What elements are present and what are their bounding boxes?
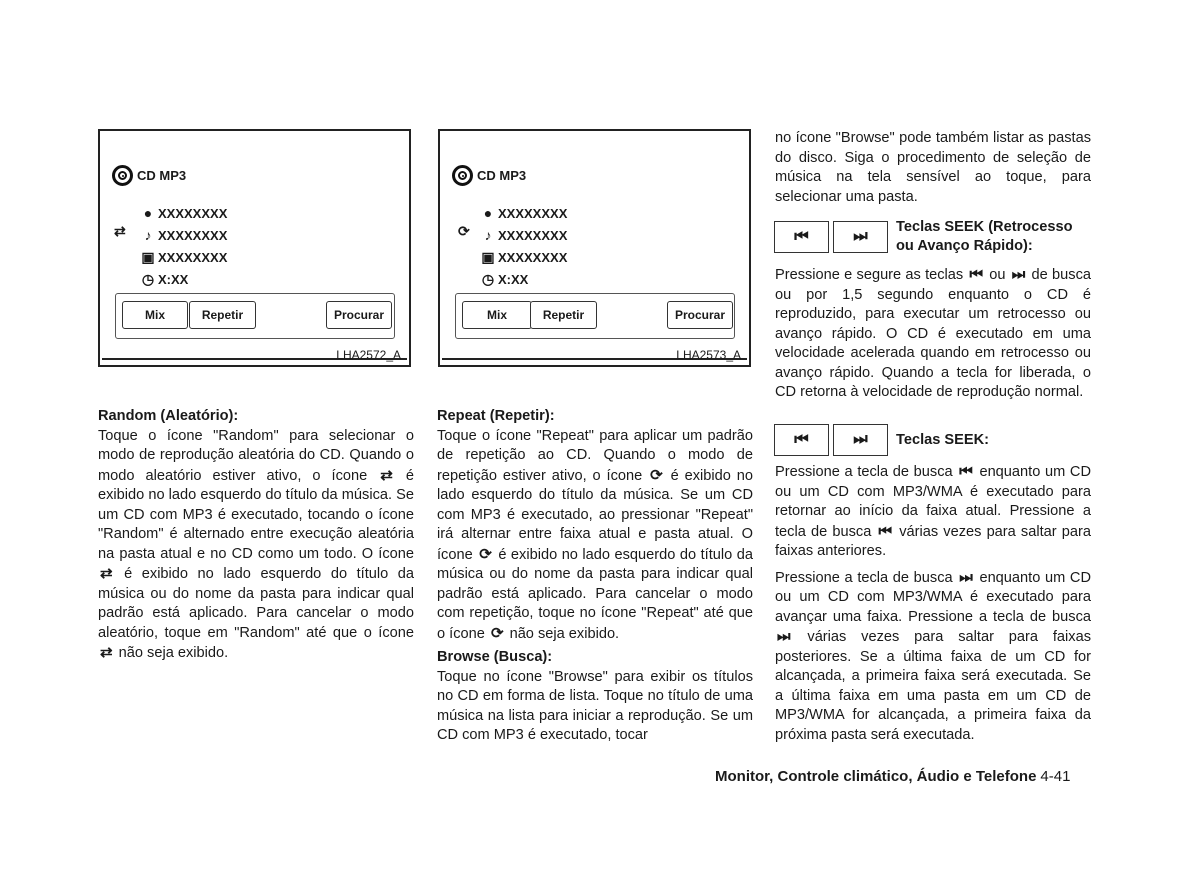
text-span: é exibido no lado esquerdo do título da música. Se um CD com MP3 é executado, tocando o ícone "Random" é alternado entre execução aleatória na pasta atual e no CD como um todo. O ícone [98,467,414,562]
song-text: XXXXXXXX [498,227,568,243]
text-span: enquanto um CD ou um CD com MP3/WMA é executado para retornar ao início da faixa atual. Pressione a tecla de busca [775,464,1091,540]
text-span: várias vezes para saltar para faixas posteriores. Se a última faixa de um CD for alcançada, a primeira faixa será executada. Se a última faixa em uma pasta em um CD de MP3/WMA for alcançada, a primeira faixa da próxima pasta será executada. [775,629,1091,743]
screen-header [112,165,186,186]
seek-fast-label: Teclas SEEK (Retrocesso ou Avanço Rápido): [896,219,1073,254]
song-row [140,227,227,243]
screen-display [102,133,407,360]
seek-fast-paragraph [775,265,1091,403]
person-icon: ● [483,205,493,221]
figure-random-screen [98,129,411,367]
seek-back-paragraph [775,462,1091,562]
text-span: Pressione a tecla de busca [775,569,953,586]
browse-continued [775,129,1091,207]
album-icon: ▣ [141,249,155,265]
clock-icon: ◷ [141,271,155,287]
shuffle-icon: ⇄ [100,565,113,582]
screen-header [452,165,526,186]
text-span: ou [989,267,1006,283]
browse-paragraph-cont: no ícone "Browse" pode também listar as pastas do disco. Siga o procedimento de seleção de música na tela sensível ao toque, para selecionar uma pasta. [775,130,1091,205]
seek-forward-icon: ⏭ [777,628,791,645]
seek-back-icon: ⏮ [959,463,973,480]
time-text: X:XX [498,272,529,287]
text-span: Toque o ícone "Random" para selecionar o modo de reprodução aleatória do CD. Quando o modo aleatório estiver ativo, o ícone [98,427,414,484]
seek-keys-fast [774,218,1092,256]
footer-title: Monitor, Controle climático, Áudio e Telefone [715,768,1037,785]
music-note-icon: ♪ [144,227,152,243]
section-heading: Browse (Busca): [437,649,553,665]
repeat-section [437,407,753,746]
figure-repeat-screen [438,129,751,367]
button-bar [455,293,735,339]
repeat-icon: ⟳ [490,624,504,642]
shuffle-icon: ⇄ [114,223,126,239]
figure-caption: LHA2573_A [676,348,741,362]
section-heading: Repeat (Repetir): [437,408,555,424]
page-number: 4-41 [1040,768,1071,785]
time-row [480,271,528,288]
time-row [140,271,188,288]
song-text: XXXXXXXX [158,227,228,243]
seek-forward-icon: ⏭ [1011,266,1026,283]
album-text: XXXXXXXX [498,250,568,265]
person-icon: ● [143,205,153,221]
seek-fast-section [775,265,1091,403]
screen-title: CD MP3 [137,168,187,183]
browse-button[interactable]: Procurar [326,301,392,329]
mix-button[interactable]: Mix [122,301,188,329]
text-span: é exibido no lado esquerdo do título da música. Se um CD com MP3 é executado, ao pressionar "Repeat" irá alternar entre faixa atual e pasta atual. O ícone [437,467,753,563]
seek-back-icon: ⏮ [774,221,829,253]
cd-disc-icon [452,165,473,186]
artist-text: XXXXXXXX [158,205,228,221]
repeat-icon: ⟳ [650,466,663,484]
text-span: várias vezes para saltar para faixas anteriores. [775,523,1091,559]
album-row [140,249,227,266]
text-span: Pressione a tecla de busca [775,464,953,480]
page-footer [715,768,1070,785]
seek-section [775,462,1091,745]
screen-title: CD MP3 [477,168,527,183]
cd-disc-icon [112,165,133,186]
seek-back-icon: ⏮ [878,522,893,540]
text-span: de busca ou por 1,5 segundo enquanto o CD é reproduzido, para executar um retrocesso ou avanço rápido. O CD é executado em uma velocidade acelerada quando em retrocesso ou avanço rápido. Quando a tecla for liberada, o CD retorna à velocidade de reprodução normal. [775,267,1091,400]
music-note-icon: ♪ [484,227,492,243]
artist-row [140,205,227,221]
section-heading: Random (Aleatório): [98,408,239,424]
seek-forward-icon: ⏭ [833,221,888,253]
seek-back-icon: ⏮ [969,266,983,283]
album-icon: ▣ [481,249,495,265]
shuffle-icon: ⇄ [100,644,113,661]
repeat-icon: ⟳ [458,223,470,239]
time-text: X:XX [158,272,189,287]
text-span: é exibido no lado esquerdo do título da música ou do nome da pasta para indicar qual padrão está aplicado. Para cancelar o modo com repetição, toque no ícone "Repeat" até que o ícone [437,546,754,642]
mix-button[interactable]: Mix [462,301,532,329]
song-row [480,227,567,243]
seek-keys [774,424,989,456]
seek-back-icon: ⏮ [774,424,829,456]
shuffle-icon: ⇄ [380,466,393,484]
text-span: Toque o ícone "Repeat" para aplicar um padrão de repetição ao CD. Quando o modo de repetição estiver ativo, o ícone [437,427,753,484]
seek-forward-paragraph [775,568,1091,746]
text-span: não seja exibido. [509,625,620,642]
text-span: Pressione e segure as teclas [775,267,964,283]
text-span: não seja exibido. [118,645,229,661]
album-text: XXXXXXXX [158,250,228,265]
screen-display [442,133,747,360]
seek-label: Teclas SEEK: [896,431,990,448]
text-span: é exibido no lado esquerdo do título da música ou do nome da pasta para indicar qual padrão está aplicado. Para cancelar o modo aleatório, toque em "Random" até que o ícone [98,566,415,641]
repeat-button[interactable]: Repetir [530,301,597,329]
repeat-button[interactable]: Repetir [189,301,256,329]
random-paragraph [98,427,414,664]
button-bar [115,293,395,339]
random-section [98,407,414,664]
browse-paragraph: Toque no ícone "Browse" para exibir os títulos no CD em forma de lista. Toque no título de uma música na lista para iniciar a reprodução. Se um CD com MP3 é executado, tocar [437,668,753,743]
seek-forward-icon: ⏭ [833,424,888,456]
clock-icon: ◷ [481,271,495,287]
text-span: enquanto um CD ou um CD com MP3/WMA é executado para avançar uma faixa. Pressione a tecla de busca [775,569,1091,625]
repeat-icon: ⟳ [479,545,492,563]
seek-forward-icon: ⏭ [959,568,973,586]
figure-caption: LHA2572_A [336,348,401,362]
album-row [480,249,567,266]
browse-button[interactable]: Procurar [667,301,733,329]
artist-row [480,205,567,221]
artist-text: XXXXXXXX [498,205,568,221]
repeat-paragraph [437,427,753,645]
